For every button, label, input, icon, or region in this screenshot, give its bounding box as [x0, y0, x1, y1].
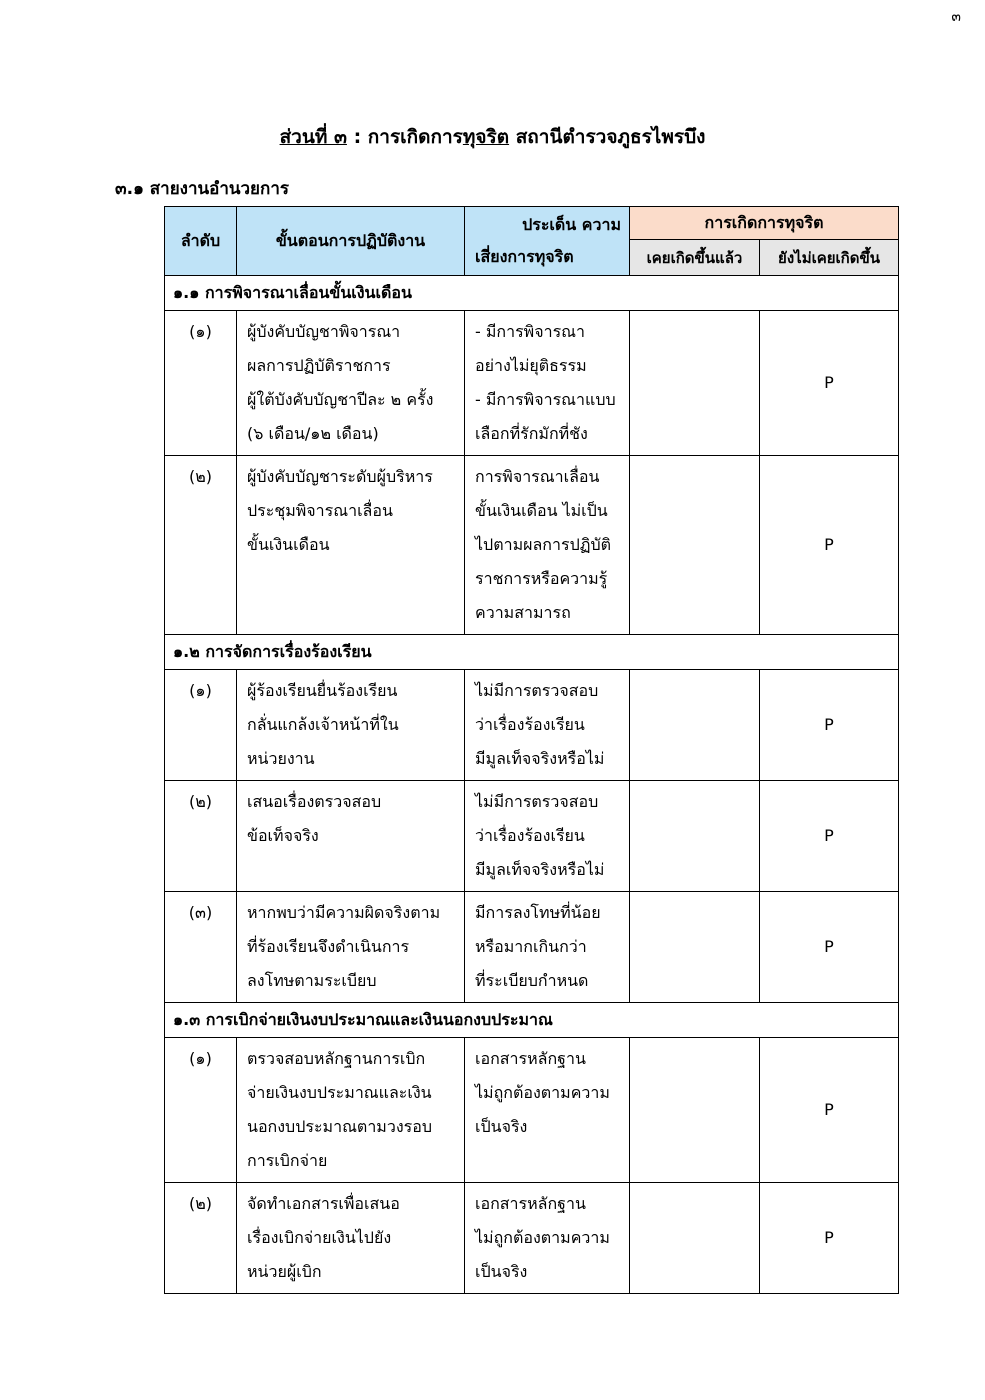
steps-line: ประชุมพิจารณาเลื่อน [247, 501, 393, 520]
risk-line: ไปตามผลการปฏิบัติ [475, 535, 612, 554]
risk-line: ความสามารถ [475, 603, 571, 622]
risk-line: ไม่มีการตรวจสอบ [475, 792, 599, 811]
risk-line: ไม่ถูกต้องตามความ [475, 1228, 610, 1247]
risk-line: หรือมากเกินกว่า [475, 937, 587, 956]
risk-cell [465, 311, 630, 456]
occurred-cell [630, 1183, 760, 1294]
steps-line: หน่วยผู้เบิก [247, 1262, 322, 1281]
risk-line: ขั้นเงินเดือน ไม่เป็น [475, 501, 608, 520]
group-row [165, 1003, 899, 1038]
risk-line: มีมูลเท็จจริงหรือไม่ [475, 860, 605, 879]
steps-line: ตรวจสอบหลักฐานการเบิก [247, 1049, 426, 1068]
table-row [165, 670, 899, 781]
header-risk [465, 207, 630, 276]
steps-line: ผู้ใต้บังคับบัญชาปีละ ๒ ครั้ง [247, 390, 434, 409]
group-title: ๑.๓ การเบิกจ่ายเงินงบประมาณและเงินนอกงบประมาณ [165, 1003, 899, 1038]
steps-line: ผู้ร้องเรียนยื่นร้องเรียน [247, 681, 398, 700]
steps-line: ขั้นเงินเดือน [247, 535, 330, 554]
risk-cell [465, 1183, 630, 1294]
steps-line: ที่ร้องเรียนจึงดำเนินการ [247, 937, 410, 956]
risk-line: เลือกที่รักมักที่ชัง [475, 424, 588, 443]
steps-cell [237, 781, 465, 892]
page-title [0, 122, 985, 152]
table-row [165, 1038, 899, 1183]
steps-line: ข้อเท็จจริง [247, 826, 319, 845]
steps-cell [237, 670, 465, 781]
steps-cell [237, 456, 465, 635]
risk-line: อย่างไม่ยุติธรรม [475, 356, 587, 375]
table-row [165, 781, 899, 892]
group-row [165, 276, 899, 311]
steps-line: จัดทำเอกสารเพื่อเสนอ [247, 1194, 400, 1213]
not-occurred-mark: P [760, 892, 899, 1003]
header-not-occurred: ยังไม่เคยเกิดขึ้น [760, 240, 899, 276]
steps-line: ลงโทษตามระเบียบ [247, 971, 377, 990]
risk-line: การพิจารณาเลื่อน [475, 467, 600, 486]
table-row [165, 1183, 899, 1294]
risk-line: มีการลงโทษที่น้อย [475, 903, 601, 922]
risk-line: ไม่ถูกต้องตามความ [475, 1083, 610, 1102]
steps-line: ผู้บังคับบัญชาพิจารณา [247, 322, 401, 341]
risk-line: เป็นจริง [475, 1117, 528, 1136]
steps-line: เสนอเรื่องตรวจสอบ [247, 792, 382, 811]
occurred-cell [630, 670, 760, 781]
steps-line: ผลการปฏิบัติราชการ [247, 356, 391, 375]
row-number: (๑) [165, 311, 237, 456]
risk-line: เป็นจริง [475, 1262, 528, 1281]
steps-line: กลั่นแกล้งเจ้าหน้าที่ใน [247, 715, 399, 734]
title-underlined-word: ทุจริต [462, 126, 510, 148]
group-title: ๑.๒ การจัดการเรื่องร้องเรียน [165, 635, 899, 670]
title-prefix: : การเกิดการ [346, 126, 463, 148]
table-row [165, 892, 899, 1003]
steps-line: จ่ายเงินงบประมาณและเงิน [247, 1083, 432, 1102]
header-risk-line2: เสี่ยงการทุจริต [475, 247, 574, 266]
risk-line: - มีการพิจารณา [475, 322, 585, 341]
risk-table [164, 206, 899, 1294]
row-number: (๒) [165, 781, 237, 892]
steps-cell [237, 311, 465, 456]
risk-cell [465, 781, 630, 892]
steps-line: เรื่องเบิกจ่ายเงินไปยัง [247, 1228, 392, 1247]
risk-cell [465, 892, 630, 1003]
steps-cell [237, 892, 465, 1003]
not-occurred-mark: P [760, 1183, 899, 1294]
row-number: (๒) [165, 456, 237, 635]
not-occurred-mark: P [760, 456, 899, 635]
risk-cell [465, 456, 630, 635]
steps-cell [237, 1183, 465, 1294]
risk-line: ว่าเรื่องร้องเรียน [475, 826, 585, 845]
steps-line: การเบิกจ่าย [247, 1151, 328, 1170]
group-row [165, 635, 899, 670]
table-body [165, 276, 899, 1294]
steps-line: หากพบว่ามีความผิดจริงตาม [247, 903, 441, 922]
occurred-cell [630, 311, 760, 456]
row-number: (๑) [165, 670, 237, 781]
not-occurred-mark: P [760, 311, 899, 456]
steps-line: (๖ เดือน/๑๒ เดือน) [247, 424, 379, 443]
group-title: ๑.๑ การพิจารณาเลื่อนขั้นเงินเดือน [165, 276, 899, 311]
title-part-label: ส่วนที่ ๓ [279, 126, 347, 148]
steps-line: ผู้บังคับบัญชาระดับผู้บริหาร [247, 467, 433, 486]
not-occurred-mark: P [760, 1038, 899, 1183]
occurred-cell [630, 781, 760, 892]
risk-line: ว่าเรื่องร้องเรียน [475, 715, 585, 734]
risk-line: เอกสารหลักฐาน [475, 1194, 586, 1213]
steps-line: นอกงบประมาณตามวงรอบ [247, 1117, 432, 1136]
title-suffix: สถานีตำรวจภูธรไพรบึง [509, 126, 706, 148]
header-occurred: เคยเกิดขึ้นแล้ว [630, 240, 760, 276]
header-order: ลำดับ [165, 207, 237, 276]
not-occurred-mark: P [760, 670, 899, 781]
risk-line: ราชการหรือความรู้ [475, 569, 608, 588]
table-row [165, 311, 899, 456]
not-occurred-mark: P [760, 781, 899, 892]
steps-cell [237, 1038, 465, 1183]
risk-line: - มีการพิจารณาแบบ [475, 390, 616, 409]
row-number: (๑) [165, 1038, 237, 1183]
header-occurrence: การเกิดการทุจริต [630, 207, 899, 240]
row-number: (๓) [165, 892, 237, 1003]
risk-line: ไม่มีการตรวจสอบ [475, 681, 599, 700]
risk-line: ที่ระเบียบกำหนด [475, 971, 589, 990]
header-steps: ขั้นตอนการปฏิบัติงาน [237, 207, 465, 276]
steps-line: หน่วยงาน [247, 749, 315, 768]
risk-cell [465, 670, 630, 781]
table-row [165, 456, 899, 635]
section-heading: ๓.๑ สายงานอำนวยการ [115, 179, 289, 199]
risk-cell [465, 1038, 630, 1183]
header-risk-line1: ประเด็น ความ [522, 215, 621, 234]
occurred-cell [630, 456, 760, 635]
risk-line: เอกสารหลักฐาน [475, 1049, 586, 1068]
risk-line: มีมูลเท็จจริงหรือไม่ [475, 749, 605, 768]
page-number: ๓ [951, 9, 961, 25]
occurred-cell [630, 1038, 760, 1183]
row-number: (๒) [165, 1183, 237, 1294]
occurred-cell [630, 892, 760, 1003]
